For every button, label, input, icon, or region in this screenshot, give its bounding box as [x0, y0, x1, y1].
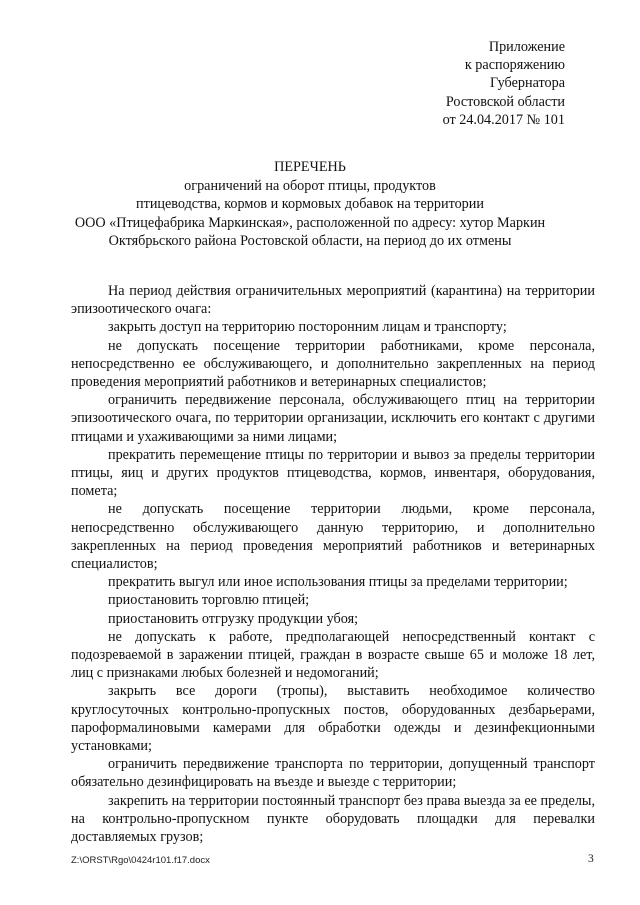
- appendix-header: [380, 38, 565, 129]
- appendix-line: Приложение: [488, 39, 565, 55]
- body-paragraph: прекратить выгул или иное использования птицы за пределами территории;: [108, 574, 568, 591]
- document-body: [71, 282, 595, 846]
- title-heading: ПЕРЕЧЕНЬ: [274, 159, 346, 175]
- title-line: птицеводства, кормов и кормовых добавок на территории: [136, 196, 484, 213]
- body-paragraph: не допускать посещение территории людьми, кроме персонала, непосредственно обслуживающего данную территорию, и дополнительно закрепленных на период проведения мероприятий работников и ветеринарных специалистов;: [71, 501, 595, 573]
- body-paragraph: ограничить передвижение персонала, обслуживающего птиц на территории эпизоотического очага, по территории организации, исключить его контакт с другими птицами и ухаживающими за ними лицами;: [71, 392, 595, 445]
- body-paragraph: ограничить передвижение транспорта по территории, допущенный транспорт обязательно дезинфицировать на въезде и выезде с территории;: [71, 756, 595, 791]
- body-paragraph: прекратить перемещение птицы по территории и вывоз за пределы территории птицы, яиц и других продуктов птицеводства, кормов, инвентаря, оборудования, помета;: [71, 446, 595, 500]
- appendix-line: к распоряжению: [464, 57, 565, 74]
- appendix-line: Губернатора: [489, 75, 565, 92]
- title-line: ограничений на оборот птицы, продуктов: [184, 178, 436, 195]
- title-line: Октябрьского района Ростовской области, на период до их отмены: [108, 232, 512, 249]
- body-paragraph: закрыть доступ на территорию посторонним лицам и транспорту;: [108, 319, 507, 336]
- document-title: [60, 158, 560, 250]
- body-paragraph: не допускать к работе, предполагающей непосредственный контакт с подозреваемой в заражении птицей, граждан в возрасте свыше 65 и моложе 18 лет, лиц с признаками любых болезней и недомоганий;: [71, 628, 595, 682]
- page-number: 3: [588, 853, 594, 865]
- appendix-line: Ростовской области: [445, 93, 565, 110]
- body-paragraph: приостановить торговлю птицей;: [108, 592, 310, 609]
- body-paragraph: закрепить на территории постоянный транспорт без права выезда за ее пределы, на контрольно-пропускном пункте оборудовать площадки для перевалки доставляемых грузов;: [71, 792, 595, 846]
- body-paragraph: приостановить отгрузку продукции убоя;: [108, 610, 359, 627]
- body-paragraph: закрыть все дороги (тропы), выставить необходимое количество круглосуточных контрольно-пропускных постов, оборудованных дезбарьерами, пароформалиновыми камерами для обработки одежды и дезинфекционными установками;: [71, 683, 595, 755]
- body-paragraph: На период действия ограничительных мероприятий (карантина) на территории эпизоотического очага:: [71, 283, 595, 318]
- body-paragraph: не допускать посещение территории работниками, кроме персонала, непосредственно ее обслуживающего, и дополнительно закрепленных на период проведения мероприятий работников и ветеринарных специалистов;: [71, 337, 595, 391]
- appendix-line: от 24.04.2017 № 101: [442, 111, 565, 128]
- title-line: ООО «Птицефабрика Маркинская», расположенной по адресу: хутор Маркин: [74, 214, 546, 231]
- footer-file-path: Z:\ORST\Rgo\0424r101.f17.docx: [71, 855, 210, 866]
